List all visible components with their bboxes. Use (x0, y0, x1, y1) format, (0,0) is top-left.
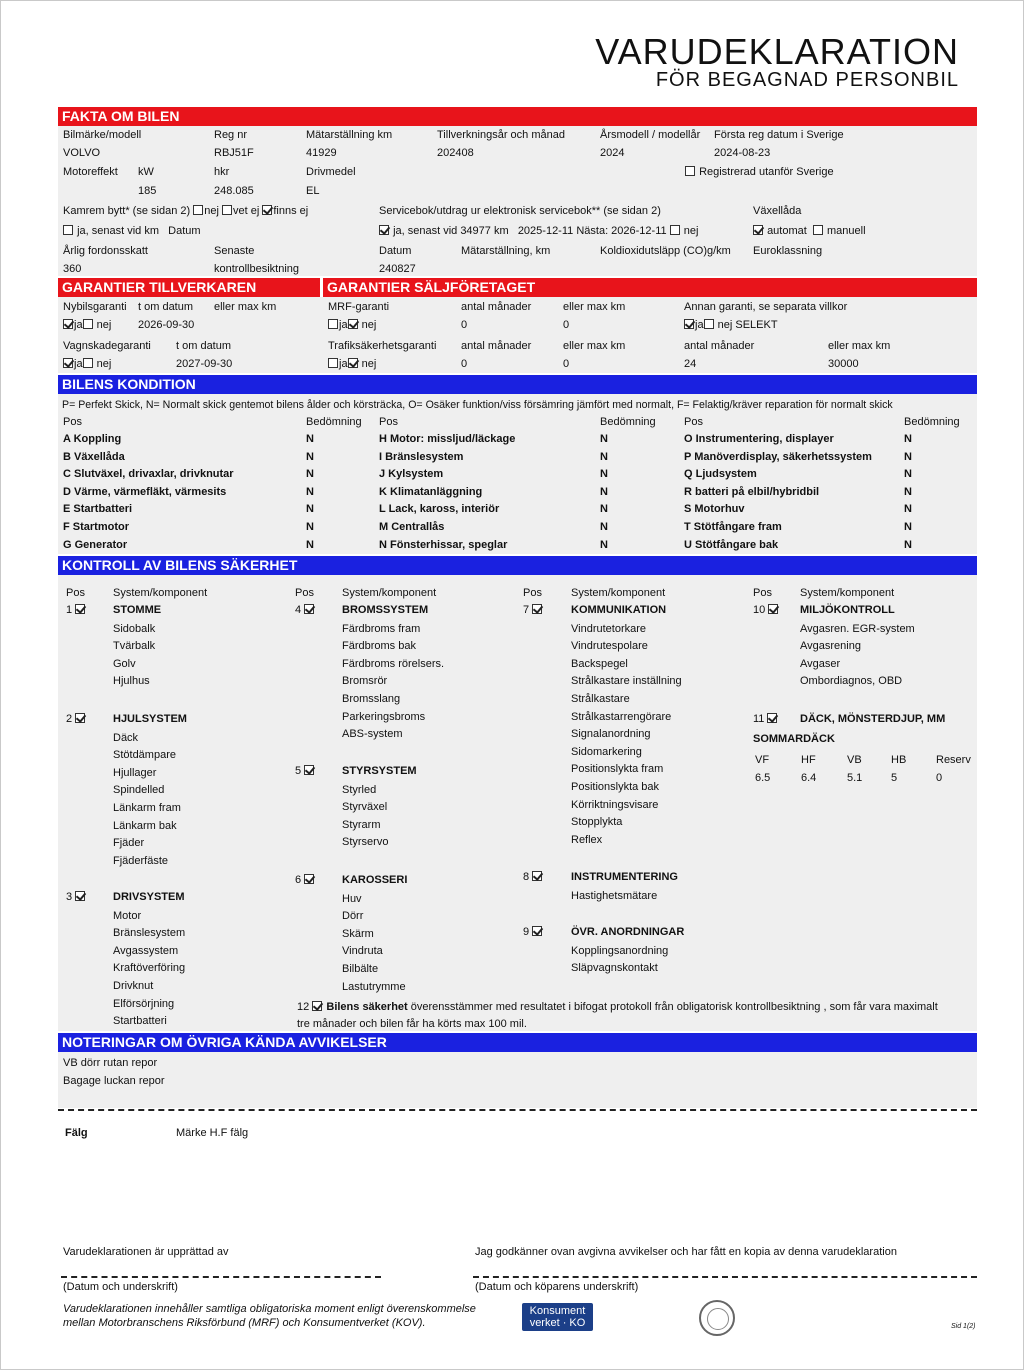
info-line-2: mellan Motorbranschens Riksförbund (MRF) och Konsumentverket (KOV). (63, 1317, 426, 1329)
label-annan-km: eller max km (828, 340, 891, 352)
section-kontroll-header: KONTROLL AV BILENS SÄKERHET (58, 556, 977, 575)
component-item: Avgaser (800, 657, 841, 670)
kondition-item: U Stötfångare bak (684, 538, 779, 551)
group-checkbox[interactable] (767, 713, 777, 723)
label-co2: Koldioxidutsläpp (CO)g/km (600, 245, 731, 257)
kondition-item: E Startbatteri (63, 503, 133, 516)
label-nybil-maxkm: eller max km (214, 301, 277, 313)
kamrem-row: Kamrem bytt* (se sidan 2) nej vet ej finns ej (63, 205, 309, 217)
kamrem-nej-checkbox[interactable] (193, 205, 203, 215)
manuell-checkbox[interactable] (813, 225, 823, 235)
tyre-header: HF (801, 754, 816, 766)
kondition-item: P Manöverdisplay, säkerhetssystem (684, 450, 872, 463)
kondition-rating: N (904, 503, 912, 516)
label-tillv: Tillverkningsår och månad (437, 129, 565, 141)
section-fakta-header: FAKTA OM BILEN (58, 107, 977, 126)
godkanner-label: Jag godkänner ovan avgivna avvikelser och har fått en kopia av denna varudeklaration (475, 1246, 897, 1258)
tyre-value: 0 (936, 772, 943, 784)
annan-ja-checkbox[interactable] (684, 319, 694, 329)
label-euro: Euroklassning (753, 245, 823, 257)
notering-2: Bagage luckan repor (63, 1075, 165, 1087)
service-nej-checkbox[interactable] (670, 225, 680, 235)
label-motoreffekt: Motoreffekt (63, 166, 118, 178)
kamrem-ja-row: ja, senast vid km Datum (63, 225, 201, 237)
component-item: Sidobalk (113, 622, 156, 635)
kondition-item: T Stötfångare fram (684, 521, 782, 533)
registrerad-utanfor: Registrerad utanför Sverige (685, 166, 834, 178)
group-title: BROMSSYSTEM (342, 604, 429, 616)
component-item: Vindrutespolare (571, 640, 648, 653)
label-drivmedel: Drivmedel (306, 166, 356, 178)
component-item: Lastutrymme (342, 980, 406, 993)
kondition-item: D Värme, värmefläkt, värmesits (63, 485, 227, 498)
group-checkbox[interactable] (75, 604, 85, 614)
label-vagnskada-tom: t om datum (176, 340, 232, 352)
component-item: Positionslykta bak (571, 781, 660, 793)
component-item: Styrservo (342, 836, 389, 849)
kondition-rating: N (306, 521, 314, 533)
label-regnr: Reg nr (214, 129, 248, 141)
vagnskada-ja-checkbox[interactable] (63, 358, 73, 368)
group-number: 4 (295, 604, 302, 616)
mrf-seal-icon (699, 1300, 735, 1336)
group-checkbox[interactable] (768, 604, 778, 614)
vagnskada-nej-checkbox[interactable] (83, 358, 93, 368)
label-trafik: Trafiksäkerhetsgaranti (328, 340, 437, 352)
kondition-item: I Bränslesystem (379, 450, 464, 463)
group-checkbox[interactable] (304, 874, 314, 884)
nybil-jn: ja nej (63, 319, 111, 331)
component-item: Hastighetsmätare (571, 889, 658, 902)
component-item: Länkarm fram (113, 802, 181, 814)
kamrem-vetej-checkbox[interactable] (222, 205, 232, 215)
component-item: Huv (342, 892, 362, 905)
component-item: Hjullager (113, 766, 157, 779)
tyre-header: VB (847, 754, 862, 766)
component-item: Drivknut (113, 980, 154, 992)
component-item: Hjulhus (113, 675, 150, 688)
falg-value: Märke H.F fälg (176, 1127, 249, 1139)
kontroll-group-g5 (295, 765, 315, 777)
datum-underskrift: (Datum och underskrift) (63, 1281, 178, 1293)
kondition-item: J Kylsystem (379, 468, 444, 481)
value-annan-man: 24 (684, 358, 697, 370)
label-marke: Bilmärke/modell (63, 129, 142, 141)
component-item: Skärm (342, 927, 374, 940)
trafik-jn: ja nej (328, 358, 376, 370)
tyre-value: 5.1 (847, 772, 863, 784)
kontroll-group-g3 (66, 891, 86, 903)
component-item: Startbatteri (113, 1015, 167, 1028)
group-checkbox[interactable] (304, 604, 314, 614)
label-kw: kW (138, 166, 154, 178)
section-kondition-header: BILENS KONDITION (58, 375, 977, 394)
tyre-value: 6.4 (801, 772, 817, 784)
kondition-item: M Centrallås (379, 521, 445, 533)
kontroll-group-g2 (66, 713, 86, 725)
page-number: Sid 1(2) (951, 1323, 976, 1330)
group-title: STYRSYSTEM (342, 765, 417, 777)
group-title: DRIVSYSTEM (113, 891, 185, 903)
component-item: Färdbroms fram (342, 622, 421, 635)
component-item: Bränslesystem (113, 927, 186, 940)
kontroll-system-header: System/komponent (571, 587, 666, 599)
label-trafik-km: eller max km (563, 340, 626, 352)
label-annan-man: antal månader (684, 340, 755, 352)
group-checkbox[interactable] (304, 765, 314, 775)
kontroll-pos-header: Pos (66, 587, 85, 599)
group-number: 6 (295, 874, 302, 886)
component-item: Styrled (342, 783, 377, 796)
group-title: MILJÖKONTROLL (800, 604, 895, 616)
notering-1: VB dörr rutan repor (63, 1057, 158, 1069)
kondition-item: N Fönsterhissar, speglar (379, 538, 508, 551)
tyre-header: VF (755, 754, 770, 766)
label-mrf-km: eller max km (563, 301, 626, 313)
label-matar: Mätarställning km (306, 129, 393, 141)
kondition-rating: N (600, 450, 608, 463)
value-kw: 185 (138, 185, 157, 197)
group-number: 11 (753, 713, 765, 725)
kontroll-group-g7 (523, 604, 543, 616)
kontroll-group-g1 (66, 604, 86, 616)
value-matar: 41929 (306, 147, 337, 159)
label-nybil: Nybilsgaranti (63, 301, 127, 313)
component-item: Stötdämpare (113, 749, 176, 762)
value-trafik-man: 0 (461, 358, 468, 370)
component-item: Sidomarkering (571, 745, 642, 758)
kondition-rating: N (600, 538, 608, 551)
label-forsta-reg: Första reg datum i Sverige (714, 129, 844, 141)
component-item: Elförsörjning (113, 997, 175, 1010)
value-mrf-man: 0 (461, 319, 468, 331)
value-skatt: 360 (63, 263, 82, 275)
datum-kopare: (Datum och köparens underskrift) (475, 1281, 639, 1293)
component-item: Signalanordning (571, 728, 651, 741)
component-item: Bilbälte (342, 963, 379, 975)
group-checkbox[interactable] (532, 871, 542, 881)
label-servicebok: Servicebok/utdrag ur elektronisk servicebok** (se sidan 2) (379, 205, 661, 217)
component-item: Backspegel (571, 657, 628, 670)
label-trafik-man: antal månader (461, 340, 532, 352)
component-item: Färdbroms bak (342, 640, 416, 653)
kondition-rating: N (600, 521, 608, 533)
component-item: Bromsrör (342, 675, 388, 688)
upprattad-label: Varudeklarationen är upprättad av (63, 1246, 229, 1258)
group-checkbox[interactable] (532, 604, 542, 614)
kontroll-group-g11 (753, 713, 778, 725)
component-item: Parkeringsbroms (342, 710, 426, 723)
component-item: Bromsslang (342, 693, 401, 705)
kamrem-finns-checkbox[interactable] (262, 205, 272, 215)
kondition-rating: N (306, 503, 314, 516)
value-regnr: RBJ51F (214, 147, 254, 159)
component-item: Släpvagnskontakt (571, 962, 658, 975)
automat-checkbox[interactable] (753, 225, 763, 235)
value-nybil-datum: 2026-09-30 (138, 319, 195, 331)
component-item: Avgasren. EGR-system (800, 622, 915, 635)
value-marke: VOLVO (63, 147, 101, 159)
kondition-item: S Motorhuv (684, 503, 745, 516)
kondition-item: F Startmotor (63, 521, 129, 533)
value-drivmedel: EL (306, 185, 320, 197)
label-skatt: Årlig fordonsskatt (63, 245, 148, 257)
component-item: Länkarm bak (113, 819, 177, 832)
component-item: ABS-system (342, 728, 403, 741)
g12-checkbox[interactable] (312, 1001, 322, 1011)
service-ja-checkbox[interactable] (379, 225, 389, 235)
trafik-ja-checkbox[interactable] (328, 358, 338, 368)
component-item: Fjäder (113, 837, 145, 850)
component-item: Golv (113, 657, 136, 670)
label-hkr: hkr (214, 166, 230, 178)
group-checkbox[interactable] (532, 926, 542, 936)
label-vaxellada: Växellåda (753, 205, 802, 217)
kondition-item: C Slutväxel, drivaxlar, drivknutar (63, 468, 234, 481)
kondition-item: B Växellåda (63, 450, 125, 463)
kamrem-ja-checkbox[interactable] (63, 225, 73, 235)
kondition-rating: N (306, 538, 314, 551)
kondition-bedomning-2: Bedömning (600, 416, 656, 428)
kondition-rating: N (600, 485, 608, 498)
value-annan-km: 30000 (828, 358, 859, 370)
kontroll-system-header: System/komponent (342, 587, 437, 599)
document-subtitle: FÖR BEGAGNAD PERSONBIL (655, 69, 959, 91)
kondition-item: K Klimatanläggning (379, 485, 483, 498)
component-item: Däck (113, 731, 139, 744)
component-item: Körriktningsvisare (571, 798, 659, 811)
kondition-pos-1: Pos (63, 416, 82, 428)
section-garanti-saljforetaget: GARANTIER SÄLJFÖRETAGET (323, 278, 977, 297)
kondition-rating: N (600, 433, 608, 445)
kondition-rating: N (600, 468, 608, 481)
kondition-pos-3: Pos (684, 416, 703, 428)
group-checkbox[interactable] (75, 891, 85, 901)
konsumentverket-logo: Konsument verket · KO (522, 1303, 593, 1331)
label-vagnskada: Vagnskadegaranti (63, 340, 151, 352)
label-mrf-man: antal månader (461, 301, 532, 313)
group-title: HJULSYSTEM (113, 713, 187, 725)
kondition-bedomning-1: Bedömning (306, 416, 362, 428)
component-item: Spindelled (113, 784, 165, 797)
kondition-rating: N (904, 485, 912, 498)
kondition-item: H Motor: missljud/läckage (379, 433, 516, 445)
component-item: Positionslykta fram (571, 763, 664, 776)
component-item: Vindrutetorkare (571, 622, 647, 635)
component-item: Strålkastare inställning (571, 675, 682, 688)
kondition-item: O Instrumentering, displayer (684, 433, 834, 445)
component-item: Reflex (571, 833, 603, 846)
component-item: Avgassystem (113, 944, 179, 957)
group-title: STOMME (113, 604, 162, 616)
kondition-item: G Generator (63, 538, 128, 551)
section-garanti-tillverkaren: GARANTIER TILLVERKAREN (58, 278, 320, 297)
component-item: Vindruta (342, 945, 383, 958)
kontroll-system-header: System/komponent (800, 587, 895, 599)
group-number: 2 (66, 713, 73, 725)
component-item: Kraftöverföring (113, 962, 186, 975)
group-number: 3 (66, 891, 73, 903)
group-title: INSTRUMENTERING (571, 871, 678, 883)
notering-divider (58, 1109, 977, 1111)
value-vagnskada-datum: 2027-09-30 (176, 358, 233, 370)
trafik-nej-checkbox[interactable] (348, 358, 358, 368)
kondition-rating: N (306, 450, 314, 463)
annan-jn: ja nej SELEKT (684, 319, 778, 331)
group-checkbox[interactable] (75, 713, 85, 723)
kondition-rating: N (306, 433, 314, 445)
kondition-rating: N (904, 468, 912, 481)
kondition-bedomning-3: Bedömning (904, 416, 960, 428)
component-item: Dörr (342, 910, 364, 923)
nybil-nej-checkbox[interactable] (83, 319, 93, 329)
nybil-ja-checkbox[interactable] (63, 319, 73, 329)
kondition-rating: N (904, 538, 912, 551)
group-title: DÄCK, MÖNSTERDJUP, MM (800, 713, 946, 725)
value-trafik-km: 0 (563, 358, 570, 370)
component-item: Strålkastarrengörare (571, 710, 672, 723)
group-title: ÖVR. ANORDNINGAR (571, 926, 685, 938)
kontroll-group-g4 (295, 604, 315, 616)
value-hkr: 248.085 (214, 185, 254, 197)
value-arsmodell: 2024 (600, 147, 625, 159)
kontroll-pos-header: Pos (295, 587, 314, 599)
kondition-legend: P= Perfekt Skick, N= Normalt skick gentemot bilens ålder och körsträcka, O= Osäker funktion/viss försämring jämfört med normalt, F= Felaktig/kräver reparation för normalt skick (62, 399, 893, 411)
kontroll-pos-header: Pos (523, 587, 542, 599)
kontroll-group-g8 (523, 871, 543, 883)
label-arsmodell: Årsmodell / modellår (600, 129, 701, 141)
mrf-jn: ja nej (328, 319, 376, 331)
kontroll-group-g9 (523, 926, 543, 938)
group-number: 8 (523, 871, 530, 883)
servicebok-row: ja, senast vid 34977 km 2025-12-11 Nästa: 2026-12-11 nej (379, 225, 698, 237)
mrf-nej-checkbox[interactable] (348, 319, 358, 329)
vaxellada-row: automat manuell (753, 225, 866, 237)
label-kontrollbesiktning: kontrollbesiktning (214, 263, 299, 275)
tyre-header: HB (891, 754, 907, 766)
kondition-pos-2: Pos (379, 416, 398, 428)
kondition-item: A Koppling (63, 433, 122, 445)
kontroll-group-g10 (753, 604, 779, 616)
signature-line-buyer[interactable] (473, 1276, 977, 1278)
component-item: Stopplykta (571, 816, 623, 829)
value-tillv: 202408 (437, 147, 474, 159)
group-number: 9 (523, 926, 530, 938)
kontroll-12-row: 12 Bilens säkerhet överensstämmer med resultatet i bifogat protokoll från obligatorisk kontrollbesiktning , som får vara maximalt (297, 1001, 938, 1013)
component-item: Avgasrening (800, 640, 861, 653)
registrerad-checkbox[interactable] (685, 166, 695, 176)
value-mrf-km: 0 (563, 319, 570, 331)
component-item: Kopplingsanordning (571, 944, 669, 957)
group-title: KAROSSERI (342, 874, 408, 886)
component-item: Strålkastare (571, 693, 630, 705)
value-forsta-reg: 2024-08-23 (714, 147, 771, 159)
sommardack-label: SOMMARDÄCK (753, 733, 835, 745)
kontroll-12-row2: tre månader och bilen får ha körts max 100 mil. (297, 1018, 527, 1030)
kondition-rating: N (904, 433, 912, 445)
signature-line-seller[interactable] (61, 1276, 381, 1278)
kondition-rating: N (904, 450, 912, 463)
label-nybil-tom: t om datum (138, 301, 194, 313)
label-senaste: Senaste (214, 245, 255, 257)
kontroll-pos-header: Pos (753, 587, 772, 599)
label-annan: Annan garanti, se separata villkor (684, 301, 848, 313)
group-number: 7 (523, 604, 530, 616)
falg-label: Fälg (65, 1127, 88, 1139)
group-number: 1 (66, 604, 73, 616)
document-title: VARUDEKLARATION (595, 31, 959, 72)
component-item: Motor (113, 909, 142, 922)
kondition-rating: N (600, 503, 608, 516)
label-mrf: MRF-garanti (328, 301, 390, 313)
group-title: KOMMUNIKATION (571, 604, 667, 616)
annan-nej-checkbox[interactable] (704, 319, 714, 329)
mrf-ja-checkbox[interactable] (328, 319, 338, 329)
kondition-rating: N (306, 468, 314, 481)
section-noteringar-header: NOTERINGAR OM ÖVRIGA KÄNDA AVVIKELSER (58, 1033, 977, 1052)
tyre-value: 6.5 (755, 772, 771, 784)
component-item: Styrarm (342, 818, 381, 831)
kontroll-system-header: System/komponent (113, 587, 208, 599)
component-item: Ombordiagnos, OBD (800, 675, 903, 688)
label-matar2: Mätarställning, km (461, 245, 551, 257)
label-datum: Datum (379, 245, 412, 257)
value-datum: 240827 (379, 263, 416, 275)
kondition-item: R batteri på elbil/hybridbil (684, 485, 820, 498)
vagnskada-jn: ja nej (63, 358, 111, 370)
component-item: Färdbroms rörelsers. (342, 657, 445, 670)
tyre-value: 5 (891, 772, 898, 784)
component-item: Tvärbalk (113, 640, 156, 653)
kondition-item: L Lack, kaross, interiör (379, 503, 500, 516)
component-item: Fjäderfäste (113, 854, 169, 867)
tyre-header: Reserv (936, 754, 971, 766)
component-item: Styrväxel (342, 801, 388, 814)
kontroll-group-g6 (295, 874, 315, 886)
kondition-rating: N (904, 521, 912, 533)
info-line-1: Varudeklarationen innehåller samtliga obligatoriska moment enligt överenskommelse (63, 1303, 476, 1315)
noteringar-panel (58, 1052, 977, 1108)
kondition-item: Q Ljudsystem (684, 468, 757, 481)
kondition-rating: N (306, 485, 314, 498)
group-number: 5 (295, 765, 302, 777)
group-number: 10 (753, 604, 766, 616)
